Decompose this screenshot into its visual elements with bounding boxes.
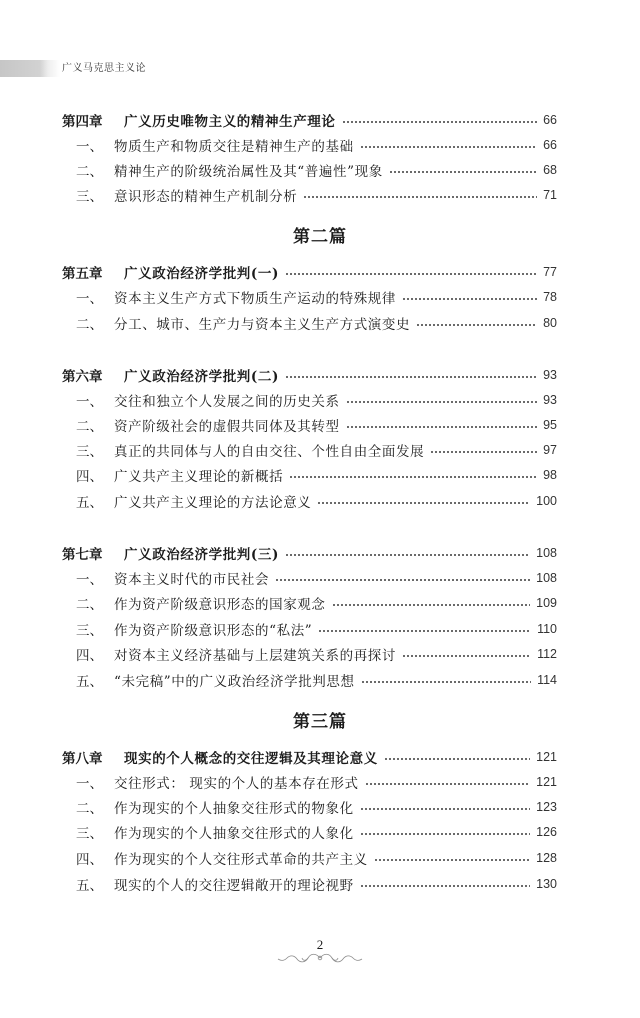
toc-section-entry[interactable] bbox=[62, 568, 557, 588]
entry-number: 第七章 bbox=[62, 547, 103, 563]
entry-title: 作为资产阶级意识形态的“私法” bbox=[114, 623, 313, 639]
entry-title: 资产阶级社会的虚假共同体及其转型 bbox=[114, 419, 340, 435]
toc-chapter-entry[interactable] bbox=[62, 365, 557, 385]
toc-section-entry[interactable] bbox=[62, 415, 557, 435]
entry-page-number: 123 bbox=[536, 800, 557, 814]
entry-page-number: 108 bbox=[536, 571, 557, 585]
dot-leader bbox=[360, 885, 530, 887]
entry-title: 对资本主义经济基础与上层建筑关系的再探讨 bbox=[114, 648, 396, 664]
toc-section-entry[interactable] bbox=[62, 440, 557, 460]
entry-number: 一、 bbox=[76, 776, 103, 792]
entry-title: 物质生产和物质交往是精神生产的基础 bbox=[114, 139, 354, 155]
entry-title: 精神生产的阶级统治属性及其“普遍性”现象 bbox=[114, 164, 383, 180]
toc-section-entry[interactable] bbox=[62, 465, 557, 485]
dot-leader bbox=[346, 426, 537, 428]
entry-page-number: 93 bbox=[543, 368, 557, 382]
running-header-title: 广义马克思主义论 bbox=[62, 63, 146, 74]
entry-number: 三、 bbox=[76, 189, 103, 205]
entry-title: 交往和独立个人发展之间的历史关系 bbox=[114, 394, 340, 410]
footer-ornament-icon bbox=[272, 951, 368, 965]
entry-page-number: 109 bbox=[536, 596, 557, 610]
toc-section-entry[interactable] bbox=[62, 874, 557, 894]
toc-section-entry[interactable] bbox=[62, 160, 557, 180]
entry-number: 一、 bbox=[76, 291, 103, 307]
toc-section-entry[interactable] bbox=[62, 848, 557, 868]
toc-section-entry[interactable] bbox=[62, 797, 557, 817]
entry-page-number: 128 bbox=[536, 851, 557, 865]
dot-leader bbox=[361, 681, 531, 683]
toc-section-entry[interactable] bbox=[62, 185, 557, 205]
entry-title: 作为资产阶级意识形态的国家观念 bbox=[114, 597, 326, 613]
entry-page-number: 78 bbox=[543, 290, 557, 304]
toc-section-entry[interactable] bbox=[62, 822, 557, 842]
entry-title: “未完稿”中的广义政治经济学批判思想 bbox=[114, 674, 355, 690]
dot-leader bbox=[389, 171, 537, 173]
entry-number: 二、 bbox=[76, 419, 103, 435]
entry-number: 第四章 bbox=[62, 114, 103, 130]
dot-leader bbox=[346, 401, 537, 403]
entry-number: 三、 bbox=[76, 826, 103, 842]
dot-leader bbox=[402, 298, 537, 300]
dot-leader bbox=[289, 476, 537, 478]
entry-number: 二、 bbox=[76, 801, 103, 817]
dot-leader bbox=[360, 833, 530, 835]
entry-page-number: 98 bbox=[543, 468, 557, 482]
toc-section-entry[interactable] bbox=[62, 390, 557, 410]
dot-leader bbox=[402, 655, 531, 657]
entry-number: 第六章 bbox=[62, 369, 103, 385]
entry-title: 现实的个人概念的交往逻辑及其理论意义 bbox=[124, 751, 378, 767]
dot-leader bbox=[332, 604, 531, 606]
entry-number: 四、 bbox=[76, 469, 103, 485]
entry-title: 资本主义生产方式下物质生产运动的特殊规律 bbox=[114, 291, 396, 307]
entry-page-number: 93 bbox=[543, 393, 557, 407]
toc-chapter-entry[interactable] bbox=[62, 262, 557, 282]
toc-chapter-entry[interactable] bbox=[62, 747, 557, 767]
toc-chapter-entry[interactable] bbox=[62, 543, 557, 563]
dot-leader bbox=[416, 324, 537, 326]
dot-leader bbox=[285, 376, 537, 378]
entry-page-number: 68 bbox=[543, 163, 557, 177]
toc-section-entry[interactable] bbox=[62, 313, 557, 333]
toc-section-entry[interactable] bbox=[62, 135, 557, 155]
entry-title: 作为现实的个人抽象交往形式的人象化 bbox=[114, 826, 354, 842]
dot-leader bbox=[285, 273, 537, 275]
entry-number: 三、 bbox=[76, 623, 103, 639]
dot-leader bbox=[374, 859, 530, 861]
entry-page-number: 126 bbox=[536, 825, 557, 839]
entry-page-number: 130 bbox=[536, 877, 557, 891]
entry-number: 三、 bbox=[76, 444, 103, 460]
dot-leader bbox=[303, 196, 537, 198]
entry-title: 作为现实的个人抽象交往形式的物象化 bbox=[114, 801, 354, 817]
entry-title: 资本主义时代的市民社会 bbox=[114, 572, 270, 588]
entry-page-number: 100 bbox=[536, 494, 557, 508]
entry-number: 五、 bbox=[76, 878, 103, 894]
entry-page-number: 108 bbox=[536, 546, 557, 560]
entry-page-number: 114 bbox=[537, 673, 557, 687]
entry-number: 四、 bbox=[76, 852, 103, 868]
dot-leader bbox=[275, 579, 530, 581]
toc-section-entry[interactable] bbox=[62, 772, 557, 792]
entry-number: 第五章 bbox=[62, 266, 103, 282]
entry-number: 二、 bbox=[76, 597, 103, 613]
dot-leader bbox=[285, 554, 530, 556]
dot-leader bbox=[342, 121, 538, 123]
entry-number: 五、 bbox=[76, 674, 103, 690]
entry-page-number: 121 bbox=[536, 750, 557, 764]
entry-title: 意识形态的精神生产机制分析 bbox=[114, 189, 298, 205]
part-heading: 第三篇 bbox=[293, 712, 347, 732]
entry-page-number: 66 bbox=[543, 113, 557, 127]
entry-page-number: 95 bbox=[543, 418, 557, 432]
dot-leader bbox=[384, 758, 530, 760]
entry-page-number: 77 bbox=[543, 265, 557, 279]
entry-number: 第八章 bbox=[62, 751, 103, 767]
dot-leader bbox=[360, 808, 530, 810]
entry-title: 真正的共同体与人的自由交往、个性自由全面发展 bbox=[114, 444, 425, 460]
entry-number: 二、 bbox=[76, 317, 103, 333]
entry-number: 一、 bbox=[76, 394, 103, 410]
toc-section-entry[interactable] bbox=[62, 593, 557, 613]
entry-title: 交往形式： 现实的个人的基本存在形式 bbox=[114, 776, 359, 792]
entry-title: 广义政治经济学批判(三) bbox=[124, 547, 279, 563]
toc-section-entry[interactable] bbox=[62, 287, 557, 307]
toc-section-entry[interactable] bbox=[62, 644, 557, 664]
entry-title: 广义政治经济学批判(一) bbox=[124, 266, 279, 282]
entry-title: 广义共产主义理论的方法论意义 bbox=[114, 495, 312, 511]
part-heading: 第二篇 bbox=[293, 227, 347, 247]
entry-title: 广义历史唯物主义的精神生产理论 bbox=[124, 114, 336, 130]
entry-page-number: 80 bbox=[543, 316, 557, 330]
entry-page-number: 112 bbox=[537, 647, 557, 661]
entry-number: 一、 bbox=[76, 139, 103, 155]
entry-title: 作为现实的个人交往形式革命的共产主义 bbox=[114, 852, 368, 868]
toc-chapter-entry[interactable] bbox=[62, 110, 557, 130]
entry-title: 广义共产主义理论的新概括 bbox=[114, 469, 284, 485]
entry-page-number: 97 bbox=[543, 443, 557, 457]
entry-number: 一、 bbox=[76, 572, 103, 588]
entry-page-number: 110 bbox=[537, 622, 557, 636]
dot-leader bbox=[365, 783, 531, 785]
entry-number: 五、 bbox=[76, 495, 103, 511]
toc-section-entry[interactable] bbox=[62, 619, 557, 639]
entry-title: 分工、城市、生产力与资本主义生产方式演变史 bbox=[114, 317, 411, 333]
toc-section-entry[interactable] bbox=[62, 670, 557, 690]
toc-section-entry[interactable] bbox=[62, 491, 557, 511]
page-number: 2 bbox=[316, 937, 324, 952]
entry-title: 现实的个人的交往逻辑敞开的理论视野 bbox=[114, 878, 354, 894]
entry-number: 四、 bbox=[76, 648, 103, 664]
dot-leader bbox=[430, 451, 537, 453]
entry-page-number: 121 bbox=[536, 775, 557, 789]
dot-leader bbox=[318, 630, 531, 632]
dot-leader bbox=[360, 146, 537, 148]
entry-page-number: 71 bbox=[543, 188, 557, 202]
entry-title: 广义政治经济学批判(二) bbox=[124, 369, 279, 385]
entry-number: 二、 bbox=[76, 164, 103, 180]
dot-leader bbox=[317, 502, 530, 504]
entry-page-number: 66 bbox=[543, 138, 557, 152]
